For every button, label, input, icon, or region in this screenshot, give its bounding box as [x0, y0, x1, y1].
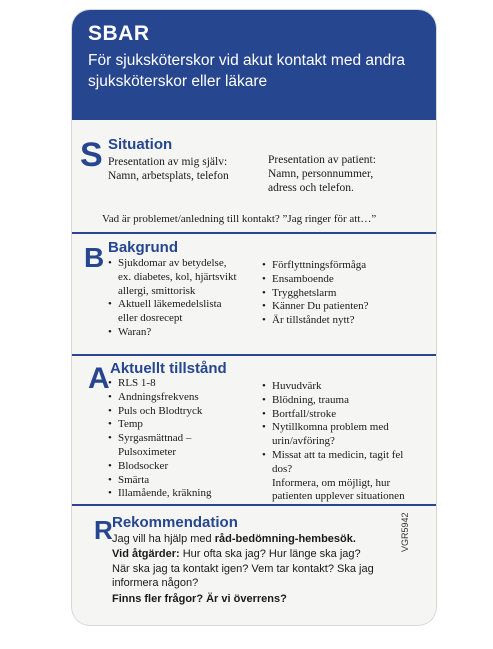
situation-patient-line: adress och telefon. [268, 182, 354, 194]
situation-title: Situation [108, 136, 173, 153]
list-item: patienten upplever situationen [272, 490, 405, 503]
card-title: SBAR [88, 22, 150, 45]
list-item: • Nytillkomna problem med [262, 421, 405, 435]
situation-letter: S [80, 136, 103, 174]
recommendation-line-1 [112, 532, 356, 546]
recommendation-line-5: Finns fler frågor? Är vi överrens? [112, 593, 287, 605]
list-item: • Waran? [108, 326, 237, 340]
list-item: • Aktuell läkemedelslista [108, 298, 237, 312]
rec-text: Jag vill ha hjälp med [112, 533, 215, 545]
recommendation-line-4: informera någon? [112, 577, 199, 589]
card-subtitle: För sjuksköterskor vid akut kontakt med andra sjuksköterskor eller läkare [88, 52, 406, 90]
situation-patient [268, 153, 376, 195]
situation-question: Vad är problemet/anledning till kontakt? ”Jag ringer för att…” [102, 213, 377, 225]
recommendation-title: Rekommendation [112, 514, 238, 531]
list-item: eller dosrecept [118, 312, 183, 325]
situation-self-line: Presentation av mig själv: [108, 156, 228, 168]
list-item: • Ensamboende [262, 273, 369, 287]
list-item: dos? [272, 462, 293, 475]
list-item: Pulsoximeter [118, 445, 177, 458]
list-item: • Trygghetslarm [262, 287, 369, 301]
sbar-card [72, 10, 436, 625]
rec-bold-text: Vid åtgärder: [112, 548, 180, 560]
document-code: VGR5942 [400, 512, 410, 552]
divider [72, 232, 436, 234]
situation-self-line: Namn, arbetsplats, telefon [108, 170, 229, 182]
list-item: • Missat att ta medicin, tagit fel [262, 449, 405, 463]
list-item: • Syrgasmättnad – [108, 432, 211, 446]
list-item: • Puls och Blodtryck [108, 405, 211, 419]
list-item: allergi, smittorisk [118, 284, 196, 297]
list-item: • Blodsocker [108, 460, 211, 474]
background-right-list [262, 259, 369, 328]
list-item: • Blödning, trauma [262, 394, 405, 408]
list-item: ex. diabetes, kol, hjärtsvikt [118, 270, 237, 283]
list-item: • Förflyttningsförmåga [262, 259, 369, 273]
current-left-list [108, 377, 211, 501]
recommendation-letter: R [94, 515, 113, 545]
current-right-list [262, 380, 405, 504]
list-item: • Smärta [108, 474, 211, 488]
rec-text: Hur ofta ska jag? Hur länge ska jag? [179, 548, 361, 560]
background-letter: B [84, 242, 105, 273]
current-letter: A [88, 362, 110, 395]
situation-self [108, 155, 229, 183]
list-item: • Sjukdomar av betydelse, [108, 257, 237, 271]
recommendation-line-2 [112, 547, 361, 561]
divider [72, 354, 436, 356]
background-title: Bakgrund [108, 239, 179, 256]
list-item: • Illamående, kräkning [108, 487, 211, 501]
list-item: • Är tillståndet nytt? [262, 314, 369, 328]
list-item: urin/avföring? [272, 435, 335, 448]
recommendation-line-3: När ska jag ta kontakt igen? Vem tar kontakt? Ska jag [112, 563, 374, 575]
list-item: • RLS 1-8 [108, 377, 211, 391]
list-item: • Bortfall/stroke [262, 408, 405, 422]
current-title: Aktuellt tillstånd [110, 360, 227, 377]
list-item: • Temp [108, 418, 211, 432]
rec-bold-text: råd-bedömning-hembesök. [214, 533, 356, 545]
list-item: • Andningsfrekvens [108, 391, 211, 405]
situation-patient-line: Presentation av patient: [268, 154, 376, 166]
list-item: • Känner Du patienten? [262, 300, 369, 314]
card-header [72, 10, 436, 120]
divider [72, 504, 436, 506]
list-item: Informera, om möjligt, hur [272, 476, 391, 489]
background-left-list [108, 257, 237, 340]
list-item: • Huvudvärk [262, 380, 405, 394]
situation-patient-line: Namn, personnummer, [268, 168, 374, 180]
